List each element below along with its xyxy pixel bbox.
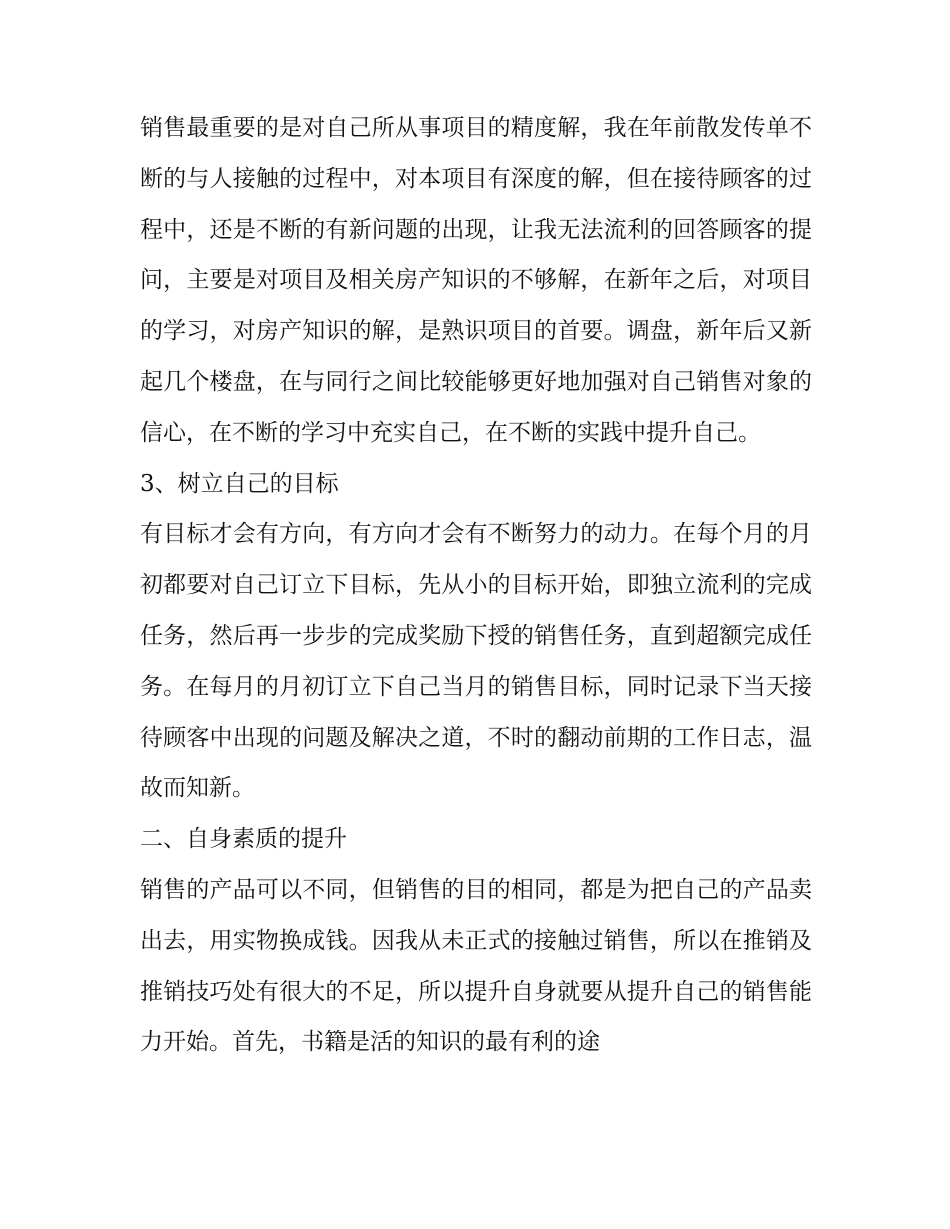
- section-heading-set-goals: 3、树立自己的目标: [140, 470, 339, 497]
- paragraph-sales-skills: 销售的产品可以不同，但销售的目的相同，都是为把自己的产品卖出去，用实物换成钱。因我从未正式的接触过销售，所以在推销及推销技巧处有很大的不足，所以提升自身就要从提升自己的销售能力开始。首先，书籍是活的知识的最有利的途: [140, 876, 812, 1056]
- section-heading-self-improvement: 二、自身素质的提升: [140, 826, 347, 853]
- document-body: [140, 103, 812, 1068]
- paragraph-project-knowledge: 销售最重要的是对自己所从事项目的精度解，我在年前散发传单不断的与人接触的过程中，对本项目有深度的解，但在接待顾客的过程中，还是不断的有新问题的出现，让我无法流利的回答顾客的提问，主要是对项目及相关房产知识的不够解，在新年之后，对项目的学习，对房产知识的解，是熟识项目的首要。调盘，新年后又新起几个楼盘，在与同行之间比较能够更好地加强对自己销售对象的信心，在不断的学习中充实自己，在不断的实践中提升自己。: [140, 115, 812, 446]
- paragraph-goals: 有目标才会有方向，有方向才会有不断努力的动力。在每个月的月初都要对自己订立下目标，先从小的目标开始，即独立流利的完成任务，然后再一步步的完成奖励下授的销售任务，直到超额完成任务。在每月的月初订立下自己当月的销售目标，同时记录下当天接待顾客中出现的问题及解决之道，不时的翻动前期的工作日志，温故而知新。: [140, 521, 812, 802]
